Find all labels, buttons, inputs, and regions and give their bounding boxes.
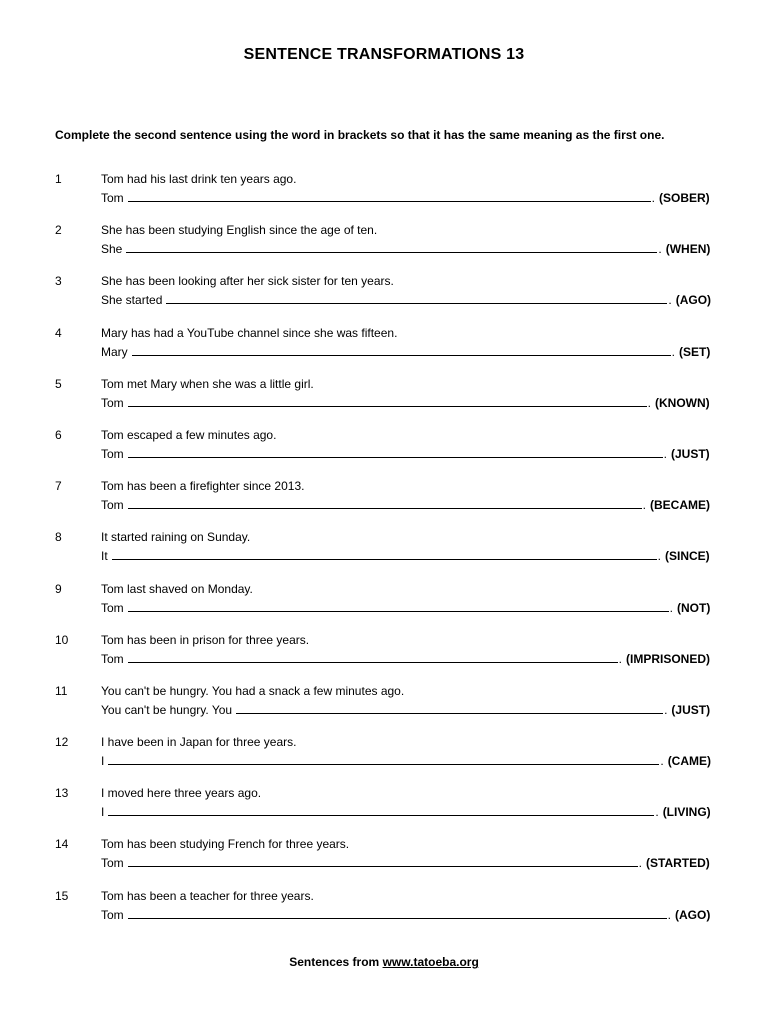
key-word: (JUST) [671, 702, 711, 717]
exercise-item [0, 375, 768, 426]
sentence-start: Tom [101, 600, 124, 615]
item-number: 7 [55, 479, 62, 494]
item-number: 1 [55, 172, 62, 186]
original-sentence: Tom has been a firefighter since 2013. [101, 479, 305, 494]
original-sentence: It started raining on Sunday. [101, 530, 251, 545]
period: . [638, 856, 643, 871]
transformation-line [101, 496, 710, 512]
period: . [669, 600, 674, 615]
source-link[interactable]: www.tatoeba.org [382, 955, 479, 969]
answer-blank[interactable] [236, 701, 663, 714]
sentence-start: Tom [101, 907, 124, 922]
transformation-line [101, 189, 710, 205]
sentence-start: Tom [101, 856, 124, 871]
original-sentence: Tom escaped a few minutes ago. [101, 427, 277, 442]
item-number: 12 [55, 735, 69, 750]
key-word: (IMPRISONED) [626, 651, 711, 666]
exercise-list [0, 170, 768, 938]
transformation-line [101, 854, 710, 870]
footer [0, 955, 768, 969]
original-sentence: Tom has been a teacher for three years. [101, 888, 314, 903]
period: . [657, 549, 662, 564]
answer-blank[interactable] [128, 854, 638, 867]
answer-blank[interactable] [126, 240, 657, 253]
key-word: (STARTED) [646, 856, 710, 871]
period: . [647, 395, 652, 410]
sentence-start: It [101, 549, 108, 564]
transformation-line [101, 906, 710, 922]
page-title: SENTENCE TRANSFORMATIONS 13 [243, 46, 525, 63]
transformation-line [101, 240, 710, 256]
period: . [663, 446, 668, 461]
transformation-line [101, 394, 710, 410]
key-word: (NOT) [677, 600, 711, 615]
original-sentence: I have been in Japan for three years. [101, 735, 297, 750]
sentence-start: Mary [101, 344, 128, 359]
exercise-item [0, 887, 768, 938]
original-sentence: You can't be hungry. You had a snack a few minutes ago. [101, 683, 405, 698]
exercise-item [0, 324, 768, 375]
period: . [668, 293, 672, 308]
answer-blank[interactable] [128, 599, 669, 612]
answer-blank[interactable] [132, 343, 671, 356]
period: . [655, 805, 659, 820]
answer-blank[interactable] [166, 291, 667, 304]
instructions: Complete the second sentence using the word in brackets so that it has the same meaning as the first one. [55, 128, 665, 142]
item-number: 13 [55, 786, 69, 801]
answer-blank[interactable] [128, 650, 618, 663]
period: . [664, 702, 668, 717]
exercise-item [0, 580, 768, 631]
transformation-line [101, 291, 711, 307]
footer-prefix: Sentences from [289, 955, 380, 969]
original-sentence: She has been looking after her sick sister for ten years. [101, 274, 394, 289]
period: . [642, 498, 647, 513]
period: . [618, 651, 623, 666]
exercise-item [0, 835, 768, 886]
period: . [660, 754, 664, 769]
exercise-item [0, 528, 768, 579]
key-word: (AGO) [675, 907, 711, 922]
exercise-item [0, 221, 768, 272]
key-word: (LIVING) [662, 805, 711, 820]
exercise-item [0, 784, 768, 835]
exercise-item [0, 631, 768, 682]
transformation-line [101, 701, 710, 717]
sentence-start: I [101, 754, 105, 769]
sentence-start: Tom [101, 498, 124, 513]
transformation-line [101, 445, 710, 461]
item-number: 11 [55, 683, 68, 698]
answer-blank[interactable] [108, 752, 659, 765]
original-sentence: Tom has been studying French for three years. [101, 837, 350, 852]
key-word: (WHEN) [665, 242, 711, 257]
answer-blank[interactable] [108, 803, 654, 816]
sentence-start: I [101, 805, 105, 820]
transformation-line [101, 547, 710, 563]
item-number: 8 [55, 530, 62, 545]
item-number: 6 [55, 427, 62, 442]
item-number: 15 [55, 888, 69, 903]
sentence-start: Tom [101, 395, 124, 410]
key-word: (JUST) [671, 446, 710, 461]
transformation-line [101, 650, 710, 666]
answer-blank[interactable] [128, 906, 667, 919]
period: . [671, 344, 676, 359]
item-number: 3 [55, 274, 62, 289]
original-sentence: Tom last shaved on Monday. [101, 581, 253, 596]
answer-blank[interactable] [128, 445, 663, 458]
key-word: (BECAME) [650, 498, 711, 513]
key-word: (SET) [679, 344, 711, 359]
exercise-item [0, 272, 768, 323]
transformation-line [101, 343, 710, 359]
exercise-item [0, 170, 768, 221]
item-number: 2 [55, 223, 62, 238]
item-number: 4 [55, 325, 62, 340]
exercise-item [0, 477, 768, 528]
transformation-line [101, 803, 711, 819]
answer-blank[interactable] [112, 547, 657, 560]
transformation-line [101, 752, 711, 768]
item-number: 9 [55, 581, 62, 596]
period: . [651, 191, 656, 205]
sentence-start: Tom [101, 651, 124, 666]
exercise-item [0, 426, 768, 477]
key-word: (CAME) [667, 754, 712, 769]
answer-blank[interactable] [128, 394, 647, 407]
sentence-start: Tom [101, 446, 124, 461]
key-word: (AGO) [675, 293, 712, 308]
original-sentence: She has been studying English since the age of ten. [101, 223, 378, 238]
key-word: (SINCE) [665, 549, 710, 564]
sentence-start: You can't be hungry. You [101, 702, 233, 717]
original-sentence: Tom has been in prison for three years. [101, 632, 310, 647]
item-number: 5 [55, 376, 62, 391]
sentence-start: She [101, 242, 123, 257]
item-number: 14 [55, 837, 69, 852]
sentence-start: She started [101, 293, 163, 308]
item-number: 10 [55, 632, 69, 647]
key-word: (KNOWN) [655, 395, 710, 410]
original-sentence: Tom had his last drink ten years ago. [101, 172, 297, 186]
period: . [658, 242, 662, 257]
original-sentence: Tom met Mary when she was a little girl. [101, 376, 314, 391]
answer-blank[interactable] [128, 189, 651, 202]
original-sentence: I moved here three years ago. [101, 786, 262, 801]
sentence-start: Tom [101, 191, 124, 205]
exercise-item [0, 682, 768, 733]
key-word: (SOBER) [659, 191, 710, 205]
period: . [667, 907, 672, 922]
answer-blank[interactable] [128, 496, 642, 509]
transformation-line [101, 599, 710, 615]
original-sentence: Mary has had a YouTube channel since she was fifteen. [101, 325, 398, 340]
exercise-item [0, 733, 768, 784]
